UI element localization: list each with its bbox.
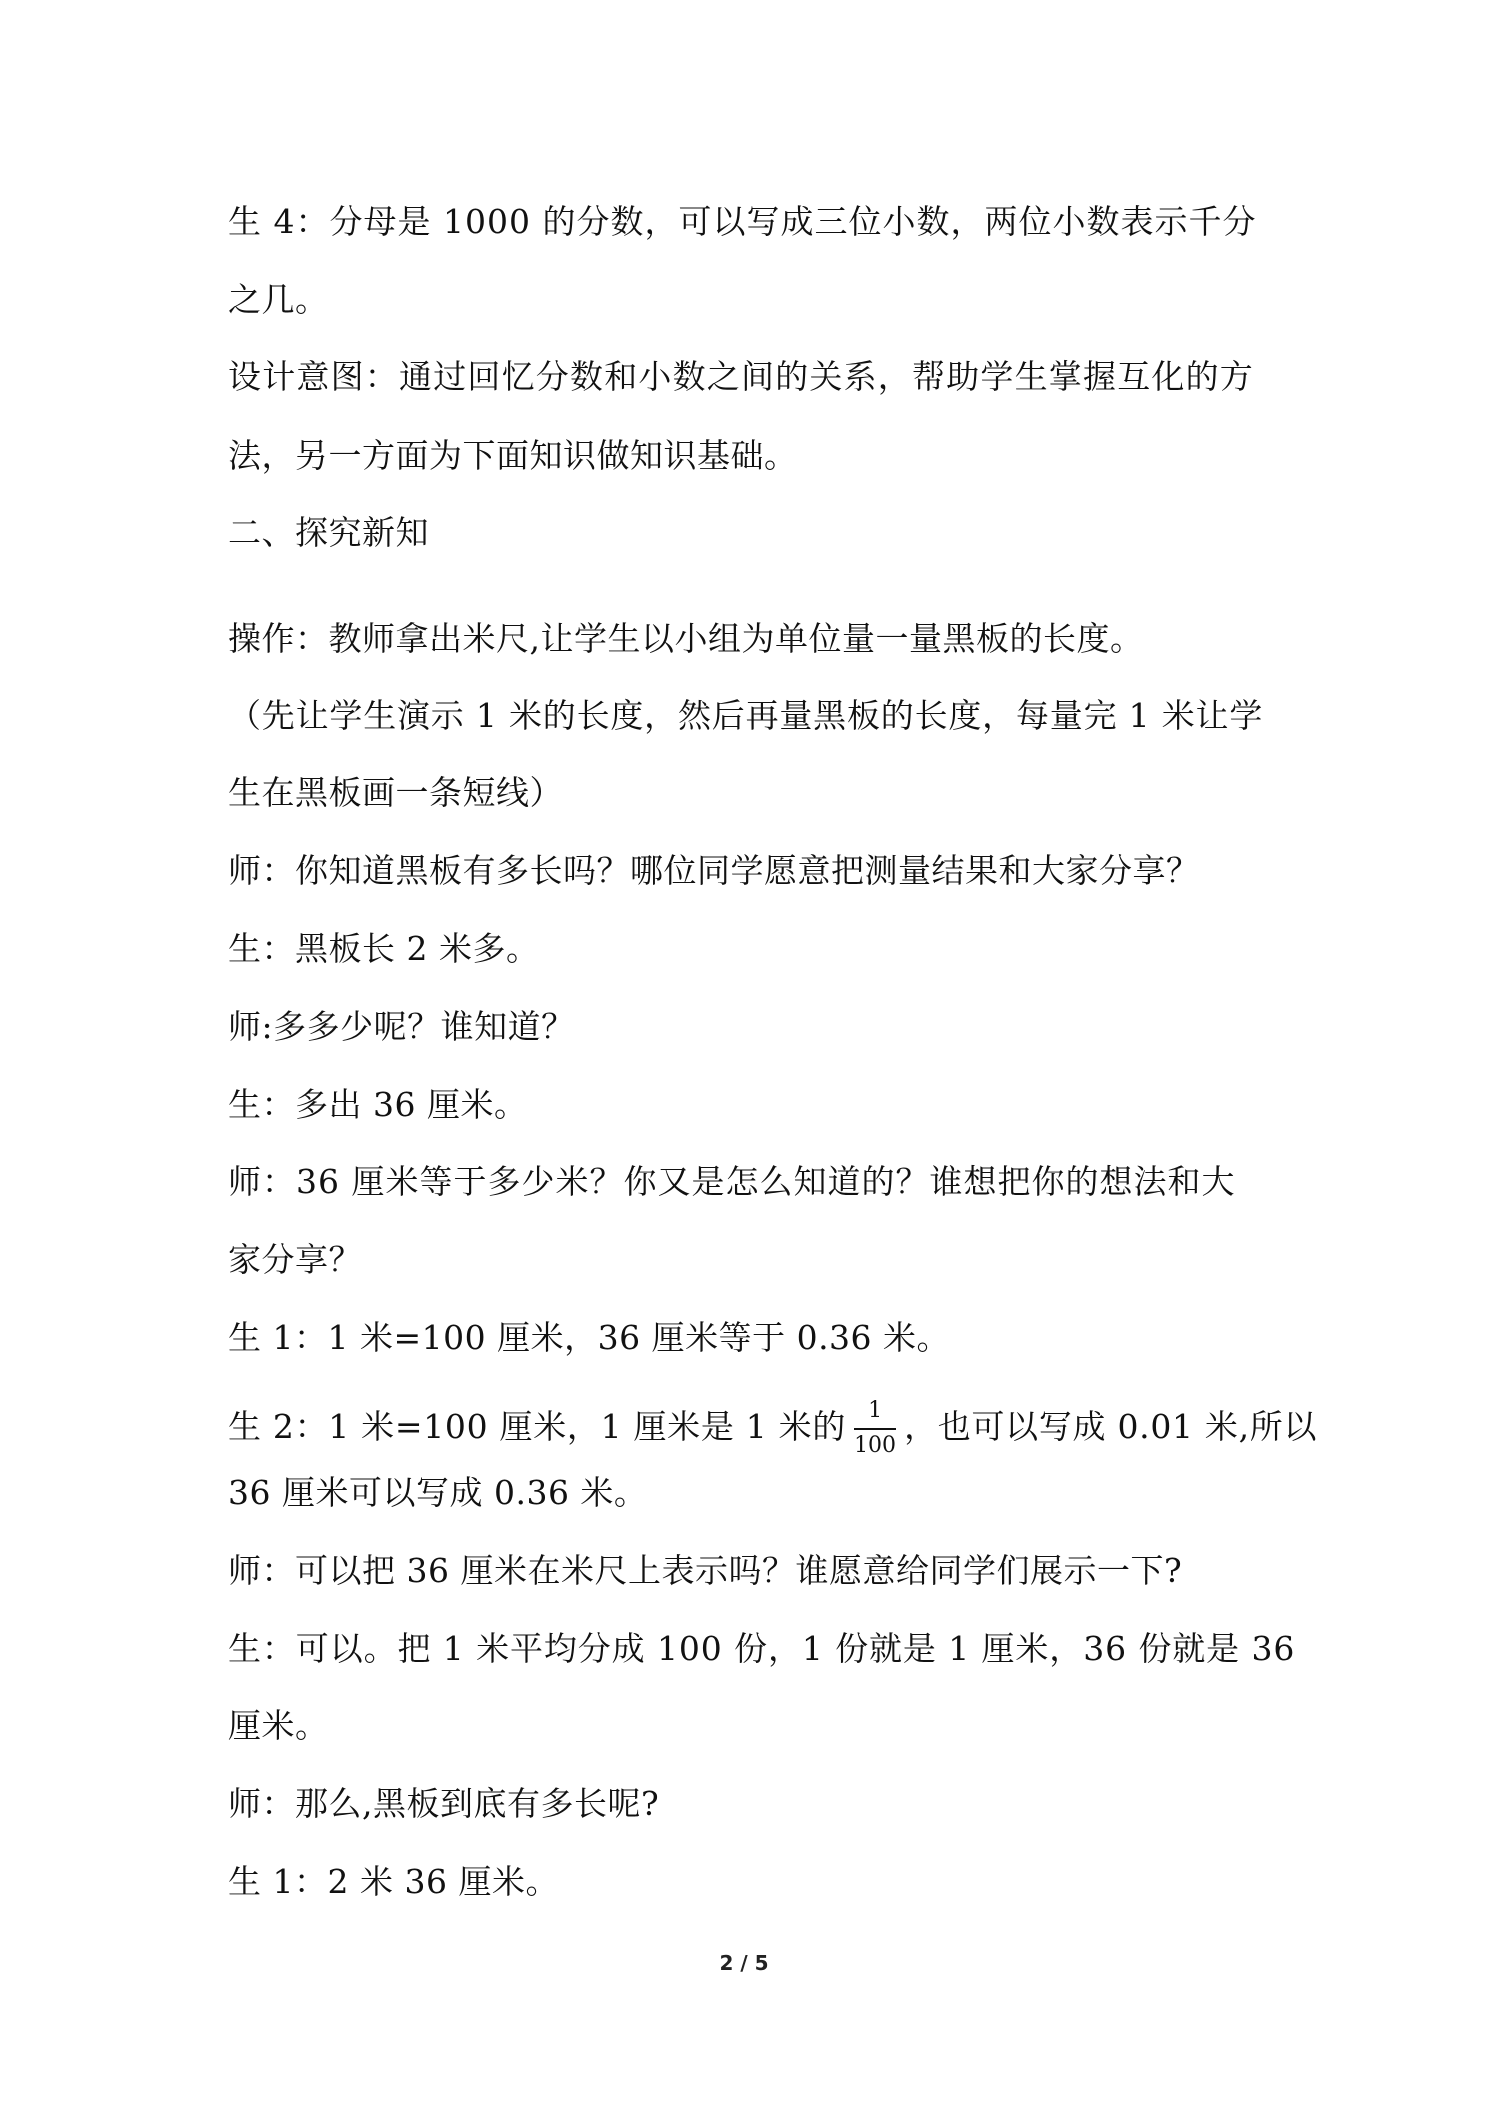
paragraph-line: 师：那么,黑板到底有多长呢? — [228, 1784, 660, 1823]
paragraph-line: 厘米。 — [228, 1706, 329, 1745]
fraction — [852, 1394, 898, 1464]
section-heading: 二、探究新知 — [228, 513, 429, 552]
paragraph-line: 师：你知道黑板有多长吗？哪位同学愿意把测量结果和大家分享？ — [228, 851, 1200, 890]
paragraph-line: 师:多多少呢？谁知道？ — [228, 1007, 575, 1046]
paragraph-line: 师：36 厘米等于多少米？你又是怎么知道的？谁想把你的想法和大 — [228, 1162, 1236, 1201]
paragraph-line: 家分享？ — [228, 1240, 362, 1279]
fraction-numerator: 1 — [868, 1398, 883, 1423]
fraction-bar — [854, 1428, 896, 1430]
paragraph-line: 之几。 — [228, 280, 329, 319]
paragraph-line: 师：可以把 36 厘米在米尺上表示吗？谁愿意给同学们展示一下? — [228, 1551, 1183, 1590]
paragraph-line: 法，另一方面为下面知识做知识基础。 — [228, 436, 798, 475]
paragraph-line: 设计意图：通过回忆分数和小数之间的关系，帮助学生掌握互化的方 — [228, 357, 1254, 396]
paragraph-line-with-fraction — [228, 1394, 1318, 1464]
paragraph-line: 生 4：分母是 1000 的分数，可以写成三位小数，两位小数表示千分 — [228, 202, 1257, 241]
paragraph-line: 生：黑板长 2 米多。 — [228, 929, 540, 968]
paragraph-line: （先让学生演示 1 米的长度，然后再量黑板的长度，每量完 1 米让学 — [228, 696, 1264, 735]
paragraph-line: 操作：教师拿出米尺,让学生以小组为单位量一量黑板的长度。 — [228, 619, 1144, 658]
line-text-after-fraction: ，也可以写成 0.01 米,所以 — [904, 1407, 1318, 1446]
fraction-denominator: 100 — [854, 1433, 897, 1458]
paragraph-line: 生 1：2 米 36 厘米。 — [228, 1862, 559, 1901]
paragraph-line: 生：可以。把 1 米平均分成 100 份，1 份就是 1 厘米，36 份就是 36 — [228, 1629, 1296, 1668]
paragraph-line: 生在黑板画一条短线） — [228, 773, 563, 812]
paragraph-line: 36 厘米可以写成 0.36 米。 — [228, 1473, 648, 1512]
paragraph-line: 生 1：1 米=100 厘米，36 厘米等于 0.36 米。 — [228, 1318, 951, 1357]
page-number: 2 / 5 — [719, 1951, 769, 1975]
paragraph-line: 生：多出 36 厘米。 — [228, 1085, 528, 1124]
line-text-before-fraction: 生 2：1 米=100 厘米，1 厘米是 1 米的 — [228, 1407, 847, 1446]
